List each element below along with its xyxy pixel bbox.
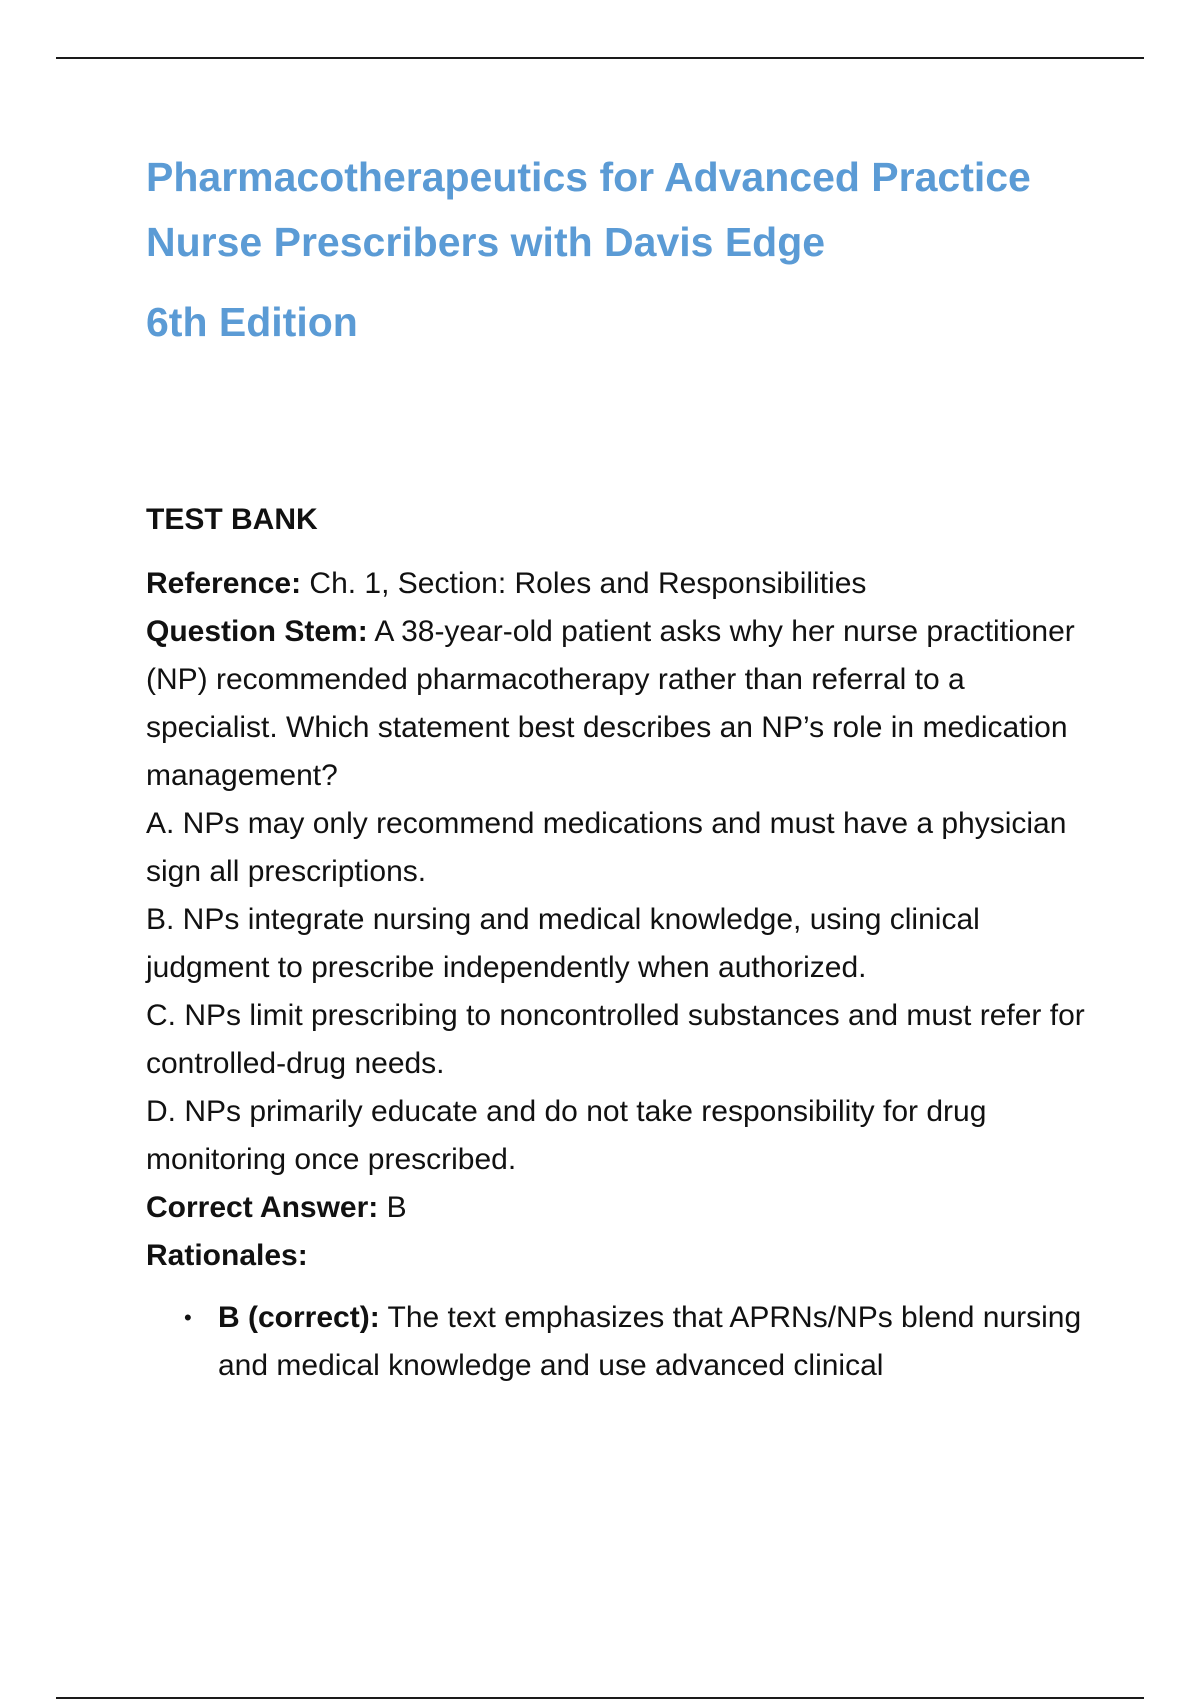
correct-answer-label: Correct Answer:: [146, 1191, 379, 1224]
question-stem: [146, 608, 1086, 800]
option-d: D. NPs primarily educate and do not take responsibility for drug monitoring once prescribed.: [146, 1095, 987, 1176]
option-c: C. NPs limit prescribing to noncontrolled substances and must refer for controlled-drug needs.: [146, 999, 1085, 1080]
rationale-item: [184, 1294, 1086, 1390]
rationales-list: [146, 1294, 1086, 1390]
title-line-2: Nurse Prescribers with Davis Edge: [146, 219, 826, 265]
rationales-heading: Rationales:: [146, 1239, 308, 1272]
bullet-icon: •: [184, 1305, 192, 1330]
option-a: A. NPs may only recommend medications and must have a physician sign all prescriptions.: [146, 807, 1067, 888]
test-bank-content: [146, 496, 1086, 1390]
title-line-1: Pharmacotherapeutics for Advanced Practice: [146, 154, 1031, 200]
section-heading: TEST BANK: [146, 503, 318, 536]
reference-value: Ch. 1, Section: Roles and Responsibilities: [301, 567, 867, 600]
reference-line: [146, 560, 1086, 608]
top-divider: [56, 57, 1144, 59]
correct-answer-line: [146, 1184, 1086, 1232]
document-title: [146, 145, 1086, 275]
correct-answer-value: B: [378, 1191, 407, 1224]
rationale-text: The text emphasizes that APRNs/NPs blend nursing and medical knowledge and use advanced clinical: [218, 1301, 1082, 1382]
option-b: B. NPs integrate nursing and medical knowledge, using clinical judgment to prescribe independently when authorized.: [146, 903, 980, 984]
question-stem-label: Question Stem:: [146, 615, 368, 648]
edition-label: 6th Edition: [146, 299, 358, 345]
question-stem-text: A 38-year-old patient asks why her nurse practitioner (NP) recommended pharmacotherapy rather than referral to a specialist. Which statement best describes an NP’s role in medication management?: [146, 615, 1075, 792]
rationale-label: B (correct):: [218, 1301, 380, 1334]
reference-label: Reference:: [146, 567, 302, 600]
bottom-divider: [56, 1697, 1144, 1699]
